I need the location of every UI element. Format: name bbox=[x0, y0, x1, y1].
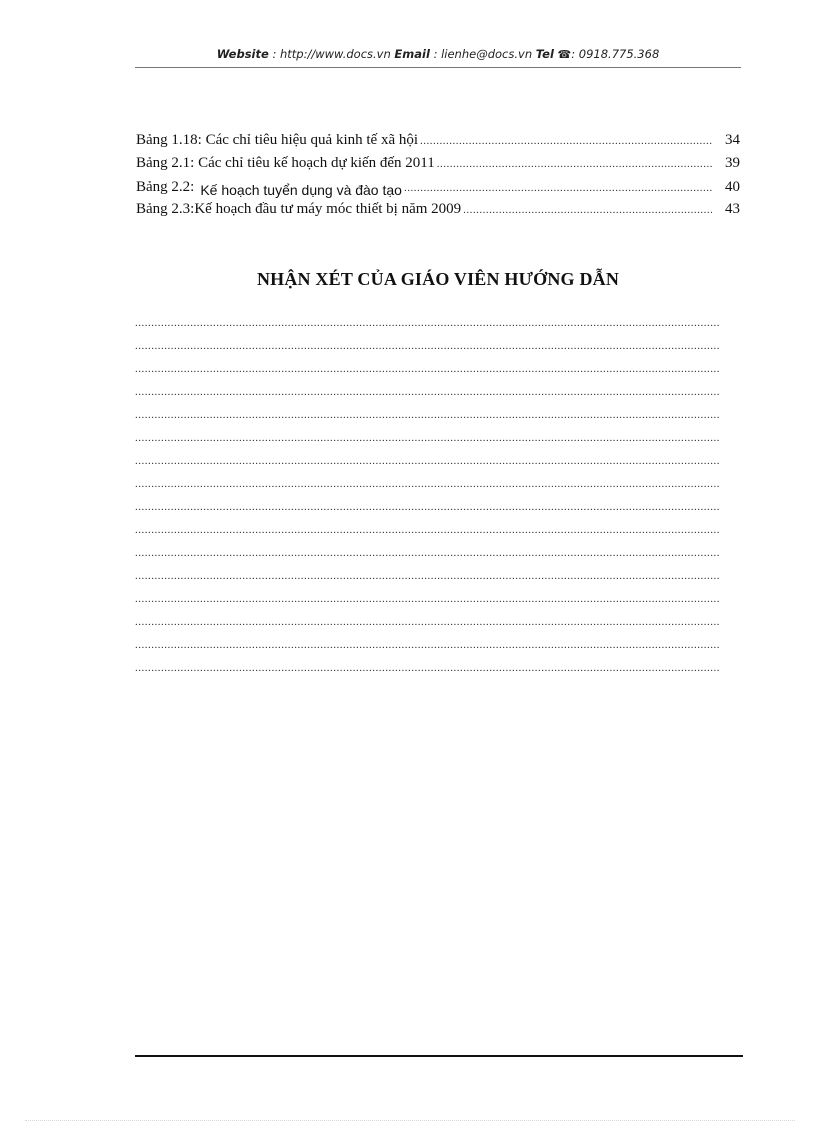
table-list bbox=[136, 132, 740, 224]
page-edge-dots bbox=[25, 1120, 795, 1122]
toc-leader-dots bbox=[437, 158, 712, 170]
toc-entry-page: 40 bbox=[725, 179, 740, 195]
toc-entry-page: 43 bbox=[725, 201, 740, 217]
comment-line bbox=[135, 409, 720, 432]
comment-line bbox=[135, 478, 720, 501]
comment-line bbox=[135, 662, 720, 685]
phone-icon: ☎ bbox=[557, 48, 572, 61]
section-title: NHẬN XÉT CỦA GIÁO VIÊN HƯỚNG DẪN bbox=[256, 269, 620, 289]
toc-leader-dots bbox=[420, 135, 712, 147]
comment-line bbox=[135, 386, 720, 409]
page-header bbox=[135, 47, 741, 68]
toc-entry-title: Kế hoạch tuyển dụng và đào tạo bbox=[200, 182, 402, 198]
footer-rule bbox=[135, 1055, 743, 1057]
toc-leader-dots bbox=[463, 204, 712, 216]
comment-line bbox=[135, 547, 720, 570]
toc-entry-page: 34 bbox=[725, 132, 740, 148]
website-label: Website bbox=[216, 47, 269, 61]
toc-entry-label bbox=[136, 178, 402, 196]
toc-entry bbox=[136, 178, 740, 201]
toc-entry bbox=[136, 201, 740, 224]
toc-leader-dots bbox=[404, 182, 712, 194]
comment-line bbox=[135, 639, 720, 662]
comment-line bbox=[135, 363, 720, 386]
tel-label: Tel bbox=[535, 47, 554, 61]
tel-value: : 0918.775.368 bbox=[571, 47, 660, 61]
email-label: Email bbox=[394, 47, 430, 61]
comment-line bbox=[135, 432, 720, 455]
toc-entry-label: Bảng 2.3:Kế hoạch đầu tư máy móc thiết bị năm 2009 bbox=[136, 201, 462, 217]
comment-line bbox=[135, 593, 720, 616]
comment-lines bbox=[135, 317, 720, 685]
toc-entry-number: Bảng 2.2: bbox=[136, 179, 195, 195]
toc-entry bbox=[136, 132, 740, 155]
toc-entry-label: Bảng 1.18: Các chỉ tiêu hiệu quả kinh tế xã hội bbox=[136, 132, 419, 148]
toc-entry-page: 39 bbox=[725, 155, 740, 171]
website-value: : http://www.docs.vn bbox=[272, 47, 391, 61]
comment-line bbox=[135, 455, 720, 478]
toc-entry-label: Bảng 2.1: Các chỉ tiêu kế hoạch dự kiến đến 2011 bbox=[136, 155, 435, 171]
comment-line bbox=[135, 317, 720, 340]
comment-line bbox=[135, 524, 720, 547]
comment-line bbox=[135, 570, 720, 593]
email-value: : lienhe@docs.vn bbox=[433, 47, 533, 61]
toc-entry bbox=[136, 155, 740, 178]
comment-line bbox=[135, 340, 720, 363]
comment-line bbox=[135, 616, 720, 639]
comment-line bbox=[135, 501, 720, 524]
